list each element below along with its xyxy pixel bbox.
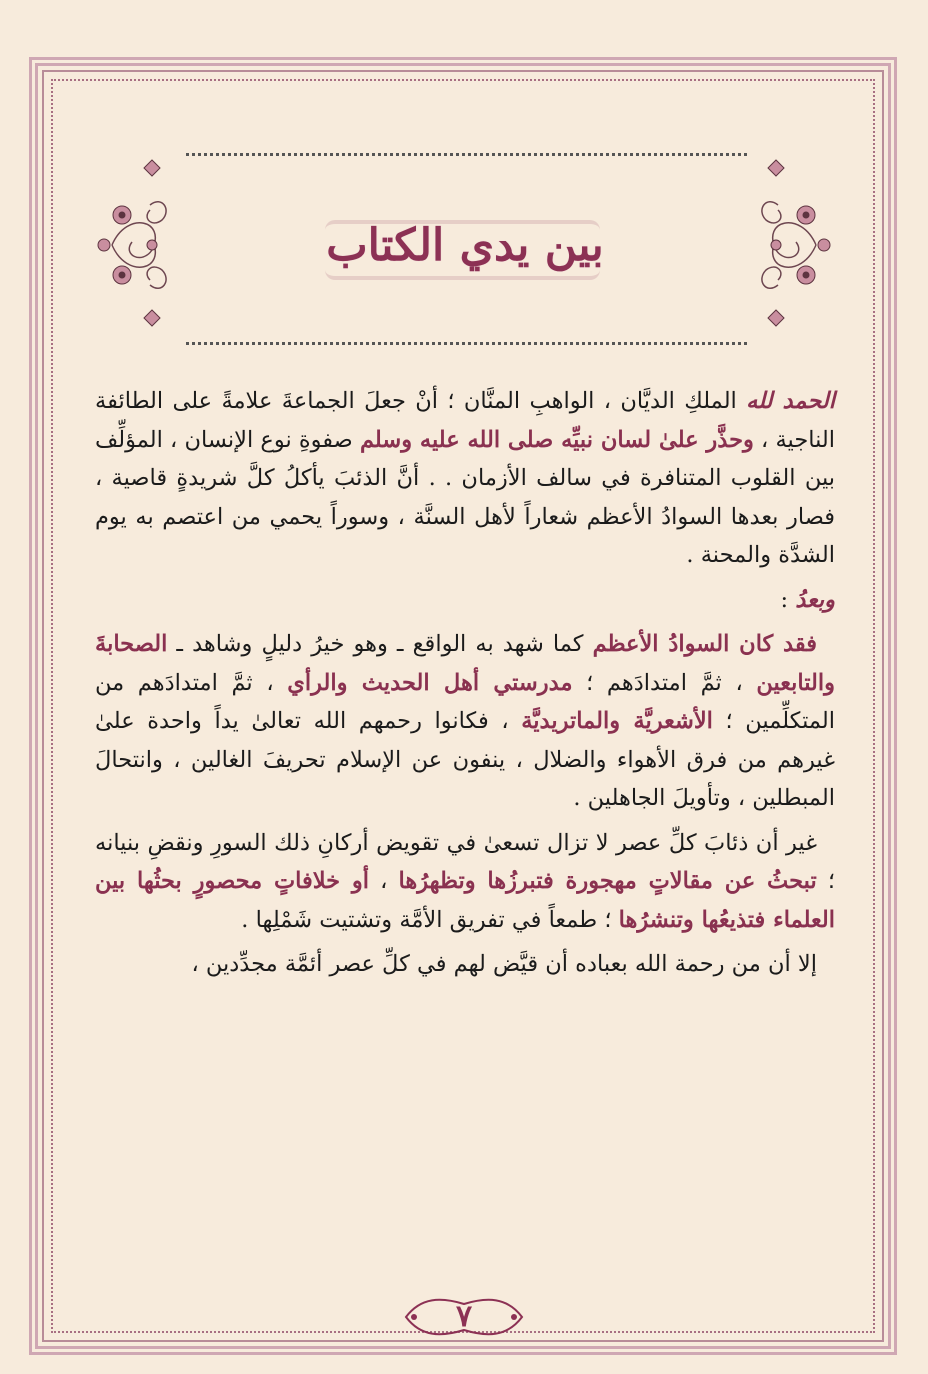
text-segment: غير أن ذئابَ كلِّ عصر لا تزال تسعىٰ في تقويض أركانِ ذلك السورِ ونقضِ بنيانه ؛ (95, 829, 835, 894)
text-segment: وبعدُ (795, 586, 835, 613)
paragraph-1 (95, 382, 835, 575)
paragraph-2 (95, 581, 835, 620)
text-segment: إلا أن من رحمة الله بعباده أن قيَّض لهم في كلِّ عصر أئمَّة مجدِّدين ، (191, 951, 817, 977)
text-segment: الملكِ الديَّان ، الواهبِ المنَّان ؛ أنْ جعلَ الجماعةَ علامةً على الطائفة الناجية ، (95, 388, 835, 453)
text-segment: الصحابةَ والتابعين (95, 631, 835, 696)
paragraph-3 (95, 625, 835, 818)
text-segment: ، ثمَّ امتدادَهم ؛ (572, 669, 757, 696)
text-segment: تبحثُ عن مقالاتٍ مهجورة فتبرزُها وتظهرُها (398, 868, 817, 894)
text-segment: ؛ طمعاً في تفريق الأمَّة وتشتيت شَمْلِها . (241, 906, 619, 933)
text-segment: ، ثمَّ امتدادَهم من المتكلِّمين ؛ (95, 669, 835, 734)
page-number: ٧ (455, 1299, 473, 1334)
text-segment: الأشعريَّة والماتريديَّة (521, 708, 713, 734)
text-segment: ، (369, 868, 399, 894)
page-title: بين يدي الكتاب (326, 220, 604, 271)
text-segment: أو خلافاتٍ محصورٍ بحثُها بين العلماء فتذيعُها وتنشرُها (95, 868, 835, 933)
text-segment: مدرستي أهل الحديث والرأي (287, 669, 573, 696)
text-segment: صفوةِ نوع الإنسان ، المؤلِّف بين القلوب المتنافرة في سالف الأزمان . . أنَّ الذئبَ يأكلُ كلَّ شريدةٍ قاصية ، فصار بعدها السوادُ الأعظم شعاراً لأهل السنَّة ، وسوراً يحمي من اعتصم به يوم الشدَّة والمحنة . (95, 426, 835, 568)
paragraph-4 (95, 824, 835, 940)
article-body (95, 382, 835, 990)
floral-ornament-icon (92, 150, 184, 340)
paragraph-5 (95, 945, 835, 984)
text-segment: فقد كان السوادُ الأعظم (592, 631, 817, 657)
text-segment: وحذَّر علىٰ لسان نبيِّه صلى الله عليه وسلم (359, 426, 754, 453)
page-number-badge (396, 1292, 532, 1342)
text-segment: : (780, 586, 796, 613)
text-segment: ، فكانوا رحمهم الله تعالىٰ يداً واحدة علىٰ غيرهم من فرق الأهواء والضلال ، ينفون عن الإسلام تحريفَ الغالين ، وانتحالَ المبطلين ، وتأويلَ الجاهلين . (95, 708, 835, 811)
floral-ornament-icon (744, 150, 836, 340)
text-segment: الحمد لله (746, 388, 835, 414)
text-segment: كما شهد به الواقع ـ وهو خيرُ دليلٍ وشاهد ـ (167, 631, 593, 657)
